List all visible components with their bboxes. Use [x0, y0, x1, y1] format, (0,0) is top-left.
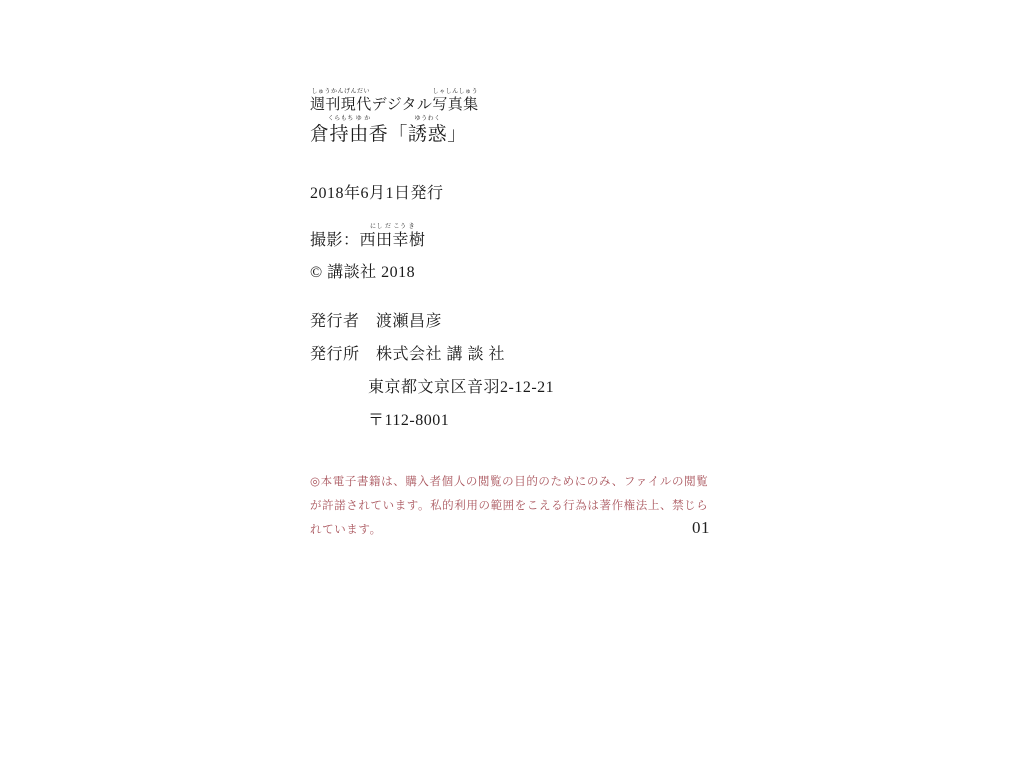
base-text: 」	[447, 124, 467, 145]
base-text: 写真集	[432, 97, 479, 113]
ruby-text: しゅうかんげんだい	[311, 89, 371, 95]
series-title	[310, 89, 740, 113]
publication-date: 2018年6月1日発行	[310, 185, 444, 202]
work-title	[310, 116, 740, 145]
imprint-block	[310, 308, 740, 430]
credit-segment	[359, 224, 426, 249]
ruby-text: にし だ こう き	[370, 224, 416, 230]
base-text: 誘惑	[408, 124, 448, 145]
title-segment	[310, 116, 389, 145]
title-segment	[432, 89, 479, 113]
base-text: 倉持由香	[310, 124, 389, 145]
photographer-credit	[310, 224, 740, 249]
imprint-publisher-person: 発行者 渡瀬昌彦	[310, 313, 443, 330]
credits-block	[310, 224, 740, 282]
base-text: 撮影：	[310, 232, 360, 249]
colophon-block	[310, 89, 740, 542]
imprint-publisher-company: 発行所 株式会社 講 談 社	[310, 346, 506, 363]
base-text: 「	[388, 124, 409, 145]
title-block	[310, 89, 740, 145]
title-segment	[408, 116, 448, 145]
ruby-text: しゃしんしゅう	[432, 89, 479, 95]
title-segment	[310, 89, 372, 113]
ruby-text: ゆうわく	[414, 116, 441, 122]
copyright-line: © 講談社 2018	[310, 264, 416, 281]
page-number: 01	[692, 518, 710, 537]
credit-segment	[310, 233, 360, 249]
imprint-address: 東京都文京区音羽2-12-21	[368, 379, 555, 396]
ruby-text: くらもち ゆ か	[327, 116, 371, 122]
imprint-postal-code: 〒112-8001	[368, 412, 450, 429]
base-text: 週刊現代	[310, 97, 372, 113]
usage-notice: ◎本電子書籍は、購入者個人の閲覧の目的のためにのみ、ファイルの閲覧が許諾されています。私的利用の範囲をこえる行為は著作権法上、禁じられています。	[310, 476, 709, 537]
title-segment	[372, 98, 433, 113]
base-text: 西田幸樹	[359, 232, 426, 249]
base-text: デジタル	[371, 97, 433, 113]
title-segment	[388, 125, 408, 144]
title-segment	[447, 125, 467, 144]
